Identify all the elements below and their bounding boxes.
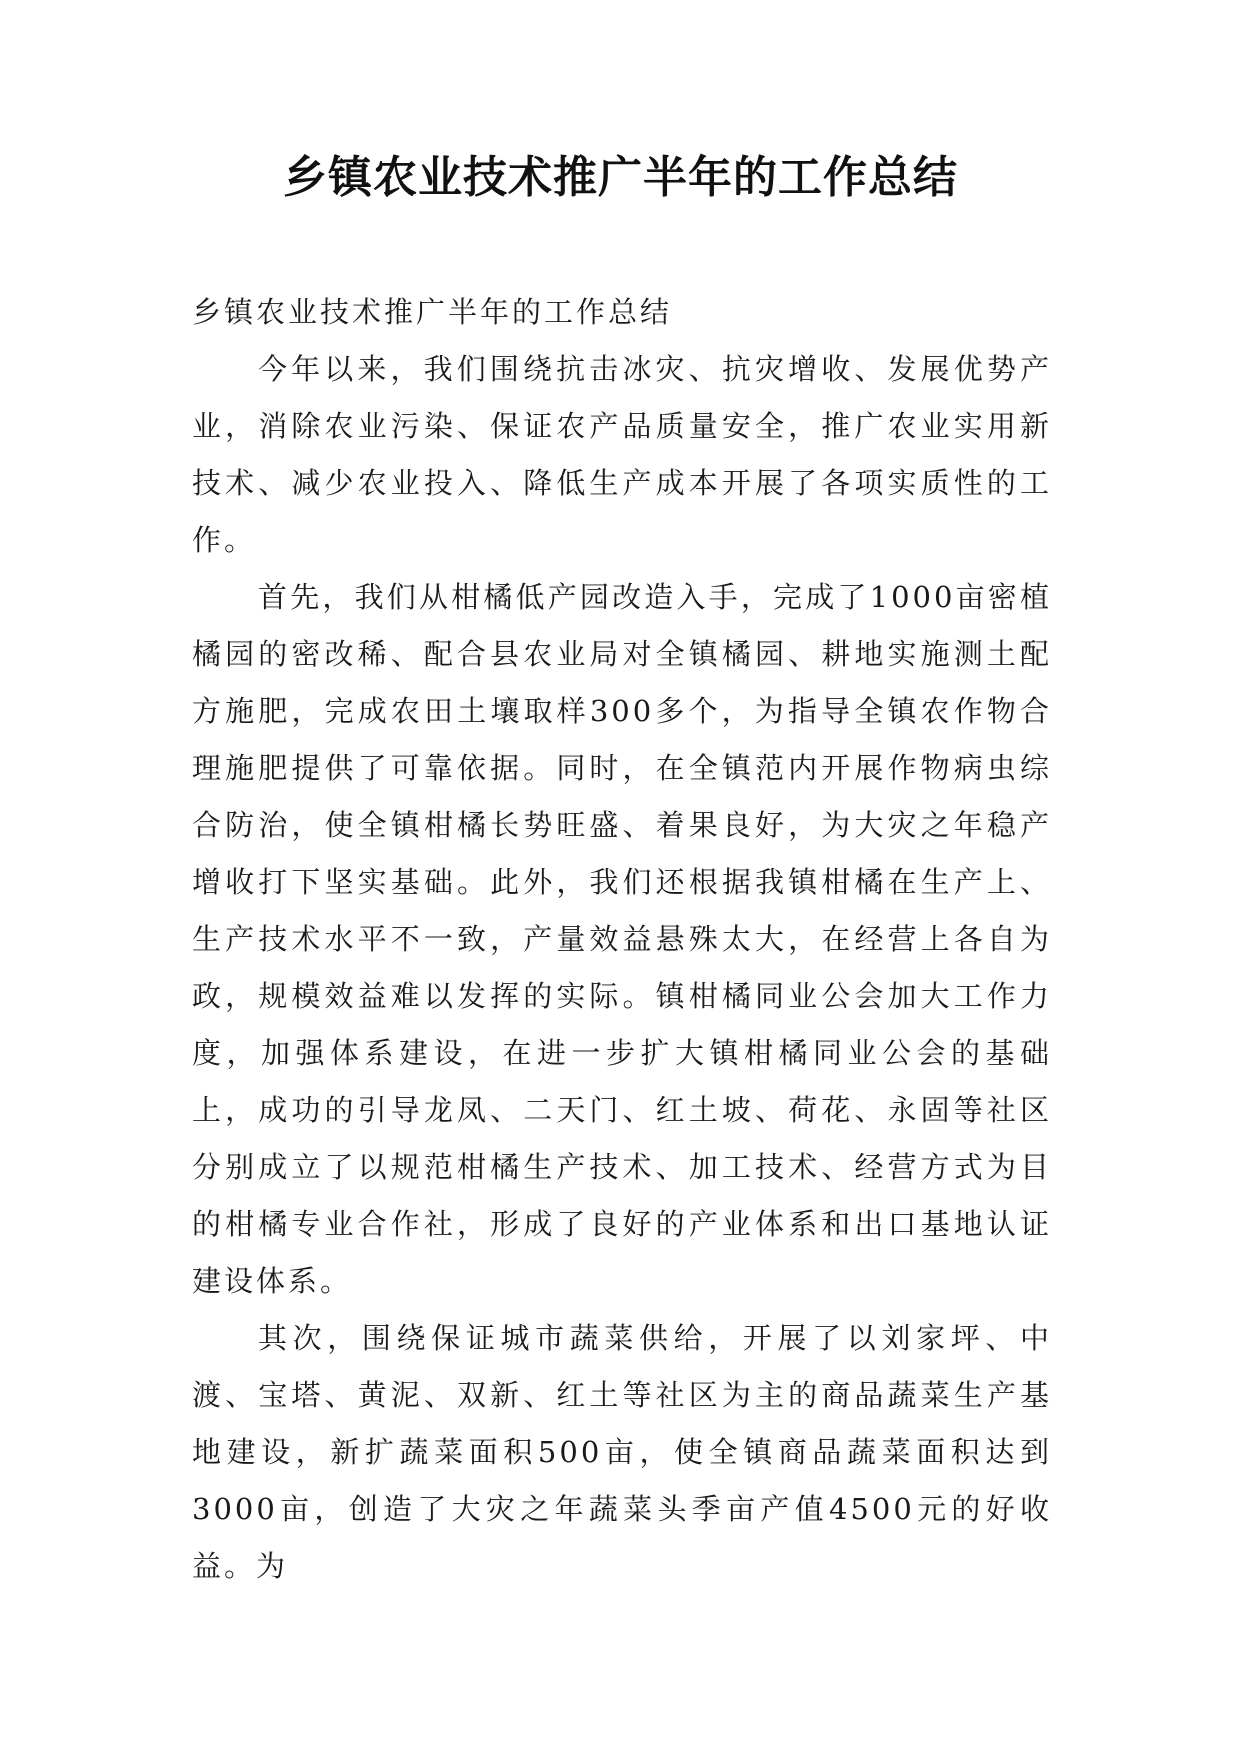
document-subtitle: 乡镇农业技术推广半年的工作总结 <box>192 295 673 329</box>
paragraph-2: 首先，我们从柑橘低产园改造入手，完成了1000亩密植橘园的密改稀、配合县农业局对全镇橘园、耕地实施测土配方施肥，完成农田土壤取样300多个，为指导全镇农作物合理施肥提供了可靠依据。同时，在全镇范内开展作物病虫综合防治，使全镇柑橘长势旺盛、着果良好，为大灾之年稳产增收打下坚实基础。此外，我们还根据我镇柑橘在生产上、生产技术水平不一致，产量效益悬殊太大，在经营上各自为政，规模效益难以发挥的实际。镇柑橘同业公会加大工作力度，加强体系建设，在进一步扩大镇柑橘同业公会的基础上，成功的引导龙凤、二天门、红土坡、荷花、永固等社区分别成立了以规范柑橘生产技术、加工技术、经营方式为目的柑橘专业合作社，形成了良好的产业体系和出口基地认证建设体系。 <box>192 580 1052 1298</box>
paragraph-3: 其次，围绕保证城市蔬菜供给，开展了以刘家坪、中渡、宝塔、黄泥、双新、红土等社区为主的商品蔬菜生产基地建设，新扩蔬菜面积500亩，使全镇商品蔬菜面积达到3000亩，创造了大灾之年蔬菜头季亩产值4500元的好收益。为 <box>192 1321 1052 1583</box>
paragraph-1: 今年以来，我们围绕抗击冰灾、抗灾增收、发展优势产业，消除农业污染、保证农产品质量安全，推广农业实用新技术、减少农业投入、降低生产成本开展了各项实质性的工作。 <box>192 352 1052 557</box>
document-body <box>192 284 1052 1595</box>
document-title: 乡镇农业技术推广半年的工作总结 <box>283 152 958 203</box>
